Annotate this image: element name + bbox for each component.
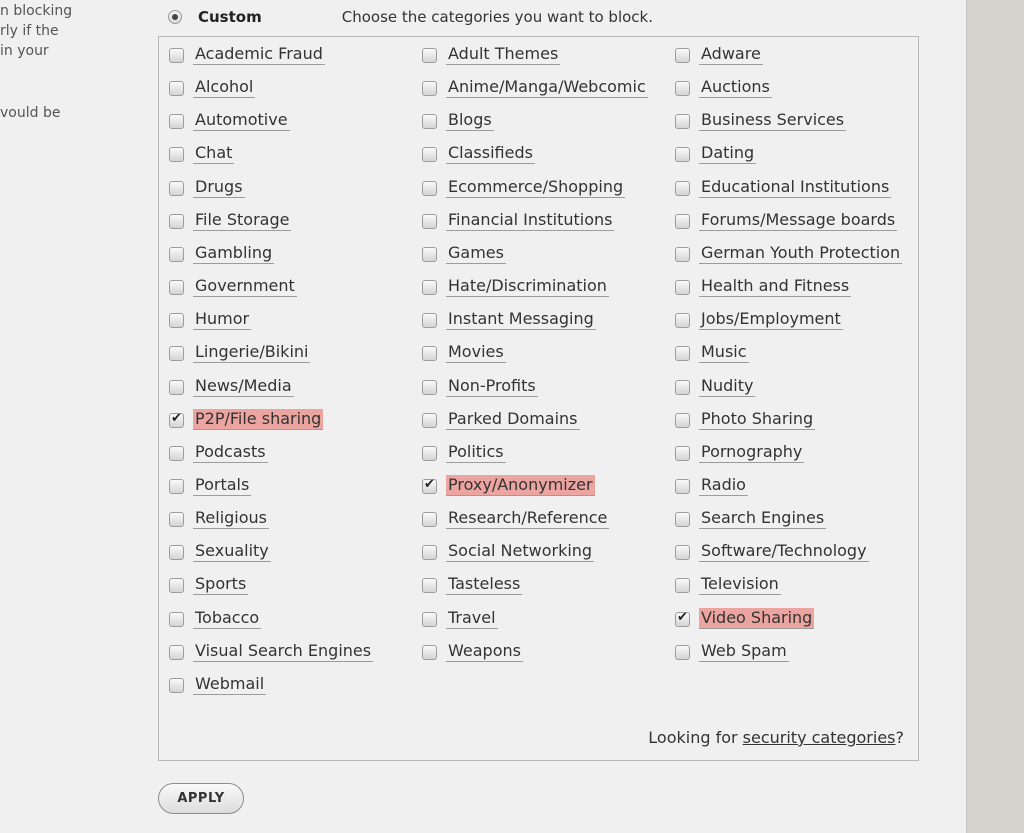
- category-item: [169, 109, 288, 133]
- category-item: [675, 408, 814, 432]
- category-label[interactable]: Government: [195, 276, 295, 295]
- category-item: [675, 176, 890, 200]
- category-item: [422, 109, 492, 133]
- category-checkbox[interactable]: [675, 479, 690, 494]
- category-checkbox[interactable]: [169, 479, 184, 494]
- category-label[interactable]: Games: [448, 243, 504, 262]
- category-label[interactable]: Sports: [195, 574, 247, 593]
- category-item: [675, 474, 746, 498]
- category-label[interactable]: Anime/Manga/Webcomic: [448, 77, 646, 96]
- category-checkbox[interactable]: [169, 313, 184, 328]
- category-item: [675, 540, 867, 564]
- category-checkbox[interactable]: [169, 446, 184, 461]
- category-checkbox[interactable]: [422, 48, 437, 63]
- category-label[interactable]: Photo Sharing: [701, 409, 814, 428]
- category-label[interactable]: Religious: [195, 508, 267, 527]
- category-checkbox[interactable]: [422, 81, 437, 96]
- category-label[interactable]: Forums/Message boards: [701, 210, 896, 229]
- category-item: [422, 408, 578, 432]
- category-checkbox[interactable]: [675, 545, 690, 560]
- category-checkbox[interactable]: [169, 512, 184, 527]
- category-checkbox[interactable]: [422, 446, 437, 461]
- category-label[interactable]: Television: [701, 574, 779, 593]
- category-item: [169, 142, 233, 166]
- category-label[interactable]: Classifieds: [448, 143, 533, 162]
- category-item: [169, 275, 295, 299]
- category-label[interactable]: Educational Institutions: [701, 177, 890, 196]
- category-label[interactable]: Portals: [195, 475, 250, 494]
- category-item: [169, 76, 254, 100]
- category-item: [675, 441, 803, 465]
- category-label[interactable]: Sexuality: [195, 541, 269, 560]
- category-label[interactable]: Travel: [448, 608, 496, 627]
- security-categories-note: [648, 728, 904, 747]
- category-item: [169, 474, 250, 498]
- category-item: [675, 640, 787, 664]
- category-checkbox[interactable]: [675, 413, 690, 428]
- category-label[interactable]: P2P/File sharing: [195, 409, 322, 428]
- category-item: [422, 176, 624, 200]
- category-checkbox[interactable]: [422, 380, 437, 395]
- category-item: [422, 474, 593, 498]
- category-checkbox[interactable]: [169, 48, 184, 63]
- sidebar-line: n blocking: [0, 3, 73, 19]
- category-label[interactable]: Gambling: [195, 243, 273, 262]
- category-label[interactable]: Health and Fitness: [701, 276, 850, 295]
- category-checkbox[interactable]: [422, 247, 437, 262]
- category-item: [422, 275, 607, 299]
- category-checkbox[interactable]: [169, 346, 184, 361]
- category-checkbox[interactable]: [675, 446, 690, 461]
- category-item: [675, 573, 779, 597]
- category-item: [422, 242, 504, 266]
- category-item: [422, 540, 593, 564]
- category-item: [422, 507, 608, 531]
- category-label[interactable]: Ecommerce/Shopping: [448, 177, 624, 196]
- category-label[interactable]: Tobacco: [195, 608, 260, 627]
- category-checkbox[interactable]: [169, 545, 184, 560]
- category-item: [675, 341, 747, 365]
- category-label[interactable]: Webmail: [195, 674, 265, 693]
- category-label[interactable]: Business Services: [701, 110, 845, 129]
- category-label[interactable]: Automotive: [195, 110, 288, 129]
- category-label[interactable]: Dating: [701, 143, 755, 162]
- category-checkbox[interactable]: [422, 512, 437, 527]
- category-label[interactable]: Non-Profits: [448, 376, 536, 395]
- category-label[interactable]: Blogs: [448, 110, 492, 129]
- category-checkbox[interactable]: [169, 612, 184, 627]
- category-item: [422, 607, 496, 631]
- category-label[interactable]: Instant Messaging: [448, 309, 594, 328]
- category-item: [169, 242, 273, 266]
- category-label[interactable]: Video Sharing: [701, 608, 813, 627]
- category-item: [169, 573, 247, 597]
- category-checkbox[interactable]: [675, 313, 690, 328]
- custom-radio[interactable]: [168, 10, 182, 24]
- category-checkbox[interactable]: [422, 578, 437, 593]
- category-item: [422, 76, 646, 100]
- category-checkbox[interactable]: [422, 280, 437, 295]
- category-label[interactable]: Nudity: [701, 376, 754, 395]
- category-checkbox[interactable]: [169, 678, 184, 693]
- category-label[interactable]: Weapons: [448, 641, 521, 660]
- category-item: [675, 275, 850, 299]
- category-label[interactable]: Search Engines: [701, 508, 825, 527]
- category-label[interactable]: Pornography: [701, 442, 803, 461]
- footer-suffix: ?: [895, 728, 904, 747]
- category-label[interactable]: File Storage: [195, 210, 290, 229]
- category-label[interactable]: Alcohol: [195, 77, 254, 96]
- category-label[interactable]: Lingerie/Bikini: [195, 342, 309, 361]
- sidebar-line: rly if the: [0, 23, 59, 39]
- category-checkbox[interactable]: [169, 413, 184, 428]
- category-checkbox[interactable]: [675, 578, 690, 593]
- category-item: [169, 607, 260, 631]
- category-item: [422, 43, 559, 67]
- category-checkbox[interactable]: [422, 545, 437, 560]
- category-label[interactable]: Visual Search Engines: [195, 641, 372, 660]
- category-label[interactable]: Social Networking: [448, 541, 593, 560]
- category-label[interactable]: Politics: [448, 442, 504, 461]
- category-item: [422, 142, 533, 166]
- category-item: [169, 540, 269, 564]
- category-checkbox[interactable]: [422, 313, 437, 328]
- category-checkbox[interactable]: [422, 413, 437, 428]
- category-label[interactable]: Tasteless: [448, 574, 521, 593]
- category-item: [169, 209, 290, 233]
- category-item: [675, 375, 754, 399]
- category-item: [675, 242, 901, 266]
- category-checkbox[interactable]: [675, 114, 690, 129]
- category-checkbox[interactable]: [675, 346, 690, 361]
- category-checkbox[interactable]: [422, 645, 437, 660]
- category-item: [422, 573, 521, 597]
- category-checkbox[interactable]: [169, 114, 184, 129]
- category-checkbox[interactable]: [675, 147, 690, 162]
- window-gutter: [966, 0, 1024, 833]
- category-label[interactable]: Research/Reference: [448, 508, 608, 527]
- category-item: [422, 308, 594, 332]
- category-item: [169, 43, 323, 67]
- category-label[interactable]: Chat: [195, 143, 233, 162]
- category-panel: [158, 36, 919, 761]
- category-label[interactable]: Academic Fraud: [195, 44, 323, 63]
- category-item: [422, 375, 536, 399]
- apply-button[interactable]: APPLY: [158, 783, 244, 814]
- category-item: [169, 308, 250, 332]
- category-checkbox[interactable]: [169, 578, 184, 593]
- category-label[interactable]: Financial Institutions: [448, 210, 613, 229]
- category-checkbox[interactable]: [422, 181, 437, 196]
- category-checkbox[interactable]: [422, 214, 437, 229]
- category-item: [422, 640, 521, 664]
- category-checkbox[interactable]: [675, 612, 690, 627]
- category-item: [169, 176, 243, 200]
- category-item: [169, 441, 266, 465]
- category-item: [675, 607, 813, 631]
- custom-option-row: [168, 6, 653, 28]
- category-checkbox[interactable]: [422, 346, 437, 361]
- category-label[interactable]: Auctions: [701, 77, 770, 96]
- category-item: [675, 43, 761, 67]
- category-checkbox[interactable]: [422, 612, 437, 627]
- category-checkbox[interactable]: [675, 380, 690, 395]
- category-item: [675, 76, 770, 100]
- category-label[interactable]: Software/Technology: [701, 541, 867, 560]
- security-categories-link[interactable]: security categories: [742, 728, 896, 747]
- category-checkbox[interactable]: [675, 645, 690, 660]
- category-checkbox[interactable]: [422, 147, 437, 162]
- category-checkbox[interactable]: [675, 48, 690, 63]
- footer-prefix: Looking for: [648, 728, 743, 747]
- category-label[interactable]: Humor: [195, 309, 250, 328]
- category-item: [675, 507, 825, 531]
- category-item: [675, 209, 896, 233]
- category-checkbox[interactable]: [169, 214, 184, 229]
- category-item: [422, 341, 504, 365]
- category-checkbox[interactable]: [169, 81, 184, 96]
- category-item: [169, 507, 267, 531]
- category-label[interactable]: Proxy/Anonymizer: [448, 475, 593, 494]
- category-checkbox[interactable]: [169, 147, 184, 162]
- category-checkbox[interactable]: [169, 181, 184, 196]
- custom-label: Custom: [198, 8, 262, 26]
- category-item: [169, 673, 265, 697]
- category-checkbox[interactable]: [675, 512, 690, 527]
- category-label[interactable]: Drugs: [195, 177, 243, 196]
- category-label[interactable]: Adware: [701, 44, 761, 63]
- sidebar-line: in your: [0, 43, 49, 59]
- category-label[interactable]: Web Spam: [701, 641, 787, 660]
- category-item: [675, 308, 841, 332]
- category-checkbox[interactable]: [169, 380, 184, 395]
- category-label[interactable]: News/Media: [195, 376, 292, 395]
- category-label[interactable]: Hate/Discrimination: [448, 276, 607, 295]
- category-label[interactable]: Movies: [448, 342, 504, 361]
- category-checkbox[interactable]: [169, 280, 184, 295]
- category-item: [169, 341, 309, 365]
- category-item: [675, 109, 845, 133]
- custom-description: Choose the categories you want to block.: [341, 8, 653, 26]
- category-checkbox[interactable]: [675, 280, 690, 295]
- category-checkbox[interactable]: [675, 81, 690, 96]
- category-checkbox[interactable]: [675, 181, 690, 196]
- category-checkbox[interactable]: [422, 479, 437, 494]
- category-checkbox[interactable]: [169, 247, 184, 262]
- category-label[interactable]: Music: [701, 342, 747, 361]
- category-checkbox[interactable]: [675, 214, 690, 229]
- category-item: [169, 408, 322, 432]
- sidebar-line: vould be: [0, 105, 61, 121]
- category-label[interactable]: Parked Domains: [448, 409, 578, 428]
- category-label[interactable]: German Youth Protection: [701, 243, 901, 262]
- category-item: [169, 375, 292, 399]
- category-checkbox[interactable]: [169, 645, 184, 660]
- category-label[interactable]: Radio: [701, 475, 746, 494]
- category-label[interactable]: Adult Themes: [448, 44, 559, 63]
- sidebar-help-text: [0, 1, 110, 123]
- category-label[interactable]: Jobs/Employment: [701, 309, 841, 328]
- category-item: [422, 209, 613, 233]
- category-checkbox[interactable]: [422, 114, 437, 129]
- category-item: [675, 142, 755, 166]
- category-item: [169, 640, 372, 664]
- category-label[interactable]: Podcasts: [195, 442, 266, 461]
- category-item: [422, 441, 504, 465]
- category-checkbox[interactable]: [675, 247, 690, 262]
